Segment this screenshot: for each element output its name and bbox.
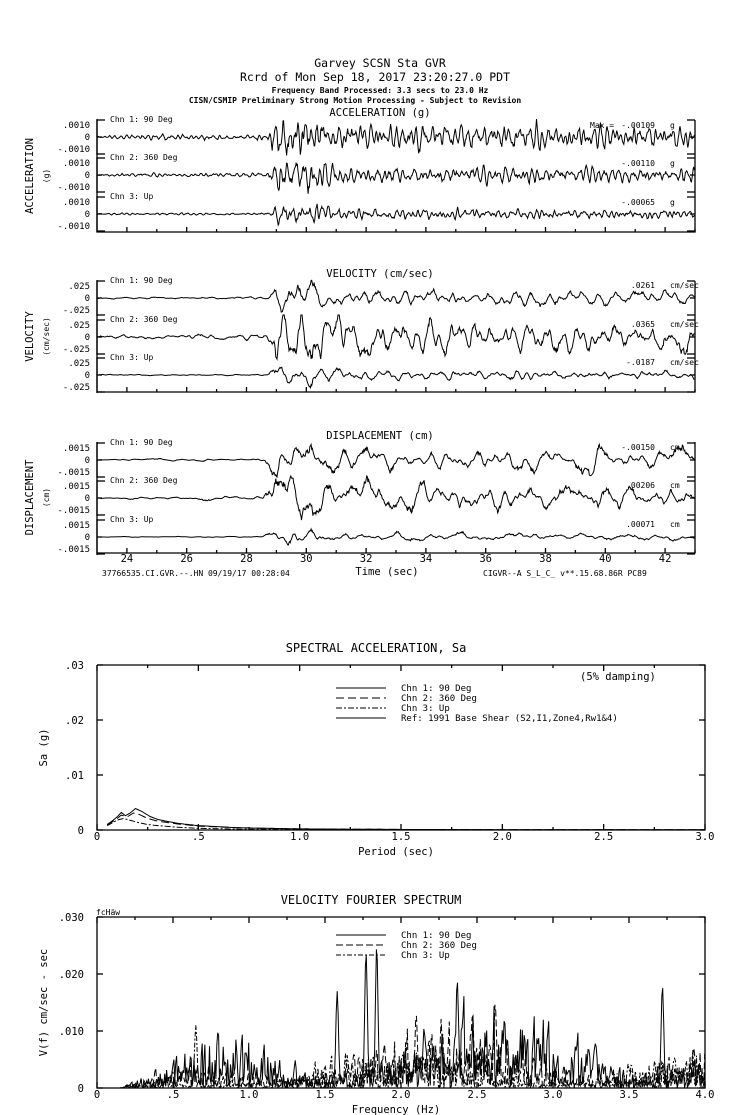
scale-label: .0010 xyxy=(62,159,90,169)
x-tick-label: 3.0 xyxy=(695,831,715,843)
y-tick-label: .010 xyxy=(58,1026,84,1038)
scale-label: -.0015 xyxy=(57,506,90,516)
waveform-trace xyxy=(97,529,694,545)
channel-1 xyxy=(63,276,699,316)
x-tick-label: 0 xyxy=(93,831,101,843)
legend-label: Ref: 1991 Base Shear (S2,I1,Zone4,Rw1&4) xyxy=(401,714,618,724)
scale-label: .0015 xyxy=(62,444,90,454)
time-tick-label: 34 xyxy=(419,553,433,565)
channel-label: Chn 2: 360 Deg xyxy=(110,315,178,324)
panel-title: ACCELERATION (g) xyxy=(329,107,431,119)
peak-unit: cm/sec xyxy=(670,281,699,290)
scale-label: 0 xyxy=(84,371,90,381)
x-axis-label: Period (sec) xyxy=(358,846,434,858)
waveform-trace xyxy=(97,163,694,194)
scale-label: -.025 xyxy=(62,383,90,393)
peak-value: -.00065 xyxy=(621,198,655,207)
peak-unit: cm xyxy=(670,481,680,490)
channel-label: Chn 3: Up xyxy=(110,353,154,362)
spectrum-series-1 xyxy=(107,809,705,830)
spectrum-series-2 xyxy=(107,813,705,830)
scale-label: .0010 xyxy=(62,121,90,131)
x-tick-label: 2.5 xyxy=(594,831,614,843)
peak-value: .00071 xyxy=(626,520,655,529)
x-axis-label: Frequency (Hz) xyxy=(351,1104,441,1115)
waveform-trace xyxy=(97,476,694,520)
time-tick-label: 32 xyxy=(359,553,373,565)
chart-layer xyxy=(24,107,714,1115)
scale-label: -.025 xyxy=(62,306,90,316)
peak-value: .0365 xyxy=(630,320,655,329)
channel-label: Chn 3: Up xyxy=(110,192,154,201)
channel-2 xyxy=(57,476,695,520)
legend-label: Chn 2: 360 Deg xyxy=(401,941,477,951)
legend-label: Chn 1: 90 Deg xyxy=(401,684,472,694)
footer-event-id: 37766535.CI.GVR.--.HN 09/19/17 00:28:04 xyxy=(102,569,290,578)
y-tick-label: .03 xyxy=(65,660,84,672)
x-tick-label: 3.0 xyxy=(543,1089,563,1101)
x-tick-label: 2.0 xyxy=(391,1089,411,1101)
scale-label: .0010 xyxy=(62,198,90,208)
channel-label: Chn 1: 90 Deg xyxy=(110,276,173,285)
x-tick-label: 1.5 xyxy=(391,831,411,843)
scale-label: 0 xyxy=(84,210,90,220)
x-tick-label: 0 xyxy=(93,1089,101,1101)
time-tick-label: 40 xyxy=(598,553,612,565)
time-tick-label: 28 xyxy=(240,553,253,565)
peak-value: -.00110 xyxy=(621,159,655,168)
scale-label: 0 xyxy=(84,171,90,181)
time-tick-label: 42 xyxy=(658,553,672,565)
channel-label: Chn 1: 90 Deg xyxy=(110,115,173,124)
panel-yunit: (g) xyxy=(42,168,51,184)
panel-title: VELOCITY (cm/sec) xyxy=(326,268,434,280)
scale-label: .0015 xyxy=(62,482,90,492)
scale-label: 0 xyxy=(84,456,90,466)
x-tick-label: 1.5 xyxy=(315,1089,335,1101)
scale-label: .025 xyxy=(68,359,90,369)
report-header xyxy=(189,56,522,105)
max-label: Max = xyxy=(590,121,615,130)
panel-ylabel: VELOCITY xyxy=(24,311,36,362)
legend-label: Chn 2: 360 Deg xyxy=(401,694,477,704)
y-tick-label: .01 xyxy=(65,770,84,782)
scale-label: -.0010 xyxy=(57,145,90,155)
scale-label: -.0010 xyxy=(57,183,90,193)
time-tick-label: 24 xyxy=(120,553,134,565)
channel-label: Chn 3: Up xyxy=(110,515,154,524)
station-title: Garvey SCSN Sta GVR xyxy=(314,56,446,70)
time-axis-label: Time (sec) xyxy=(355,566,419,578)
peak-unit: cm xyxy=(670,443,680,452)
y-tick-label: .030 xyxy=(58,912,84,924)
x-tick-label: .5 xyxy=(166,1089,180,1101)
x-tick-label: 4.0 xyxy=(695,1089,715,1101)
panel-frame xyxy=(97,442,695,553)
legend-label: Chn 1: 90 Deg xyxy=(401,931,472,941)
scale-label: .0015 xyxy=(62,521,90,531)
y-tick-label: 0 xyxy=(77,825,84,837)
peak-value: -.00109 xyxy=(621,121,655,130)
channel-1 xyxy=(57,438,695,478)
time-tick-label: 30 xyxy=(299,553,313,565)
scale-label: 0 xyxy=(84,133,90,143)
scale-label: 0 xyxy=(84,333,90,343)
peak-unit: cm xyxy=(670,520,680,529)
time-tick-label: 26 xyxy=(180,553,194,565)
scale-label: -.0015 xyxy=(57,468,90,478)
scale-label: .025 xyxy=(68,282,90,292)
damping-note: (5% damping) xyxy=(580,671,656,683)
scale-label: 0 xyxy=(84,494,90,504)
chart-title: SPECTRAL ACCELERATION, Sa xyxy=(285,641,467,655)
panel-displacement xyxy=(24,430,695,555)
legend-label: Chn 3: Up xyxy=(401,951,450,961)
peak-value: .00206 xyxy=(626,481,655,490)
waveform-trace xyxy=(97,367,694,387)
channel-label: Chn 2: 360 Deg xyxy=(110,476,178,485)
footer-station-code: CIGVR--A S_L_C_ v**.15.68.86R PC89 xyxy=(483,569,647,578)
x-tick-label: 1.0 xyxy=(239,1089,259,1101)
waveform-trace xyxy=(97,280,694,312)
panel-acceleration xyxy=(24,107,695,232)
channel-2 xyxy=(63,315,699,359)
y-tick-label: .02 xyxy=(65,715,84,727)
scale-label: -.0015 xyxy=(57,545,90,555)
channel-label: Chn 1: 90 Deg xyxy=(110,438,173,447)
peak-unit: cm/sec xyxy=(670,320,699,329)
corner-label: fcHäw xyxy=(96,908,121,917)
y-axis-label: V(f) cm/sec - sec xyxy=(38,948,50,1057)
peak-unit: g xyxy=(670,121,675,130)
panel-yunit: (cm) xyxy=(42,487,51,508)
channel-3 xyxy=(57,515,695,555)
panel-ylabel: ACCELERATION xyxy=(24,138,36,214)
channel-2 xyxy=(57,153,695,194)
channel-3 xyxy=(63,353,699,393)
scale-label: 0 xyxy=(84,294,90,304)
y-tick-label: 0 xyxy=(77,1083,84,1095)
x-tick-label: .5 xyxy=(192,831,205,843)
scale-label: 0 xyxy=(84,533,90,543)
peak-value: -.0187 xyxy=(626,358,655,367)
processing-note: CISN/CSMIP Preliminary Strong Motion Processing - Subject to Revision xyxy=(188,96,522,105)
x-tick-label: 3.5 xyxy=(619,1089,639,1101)
scale-label: -.025 xyxy=(62,345,90,355)
peak-value: -.00150 xyxy=(621,443,655,452)
scale-label: -.0010 xyxy=(57,222,90,232)
spectrum-series-3 xyxy=(107,819,705,830)
time-tick-label: 36 xyxy=(479,553,493,565)
y-tick-label: .020 xyxy=(58,969,84,981)
panel-title: DISPLACEMENT (cm) xyxy=(326,430,434,442)
peak-unit: g xyxy=(670,198,675,207)
panel-yunit: (cm/sec) xyxy=(42,317,51,356)
peak-unit: cm/sec xyxy=(670,358,699,367)
chart-title: VELOCITY FOURIER SPECTRUM xyxy=(280,893,462,907)
x-tick-label: 1.0 xyxy=(290,831,310,843)
panel-velocity xyxy=(24,268,699,393)
scale-label: .025 xyxy=(68,321,90,331)
x-tick-label: 2.5 xyxy=(467,1089,487,1101)
legend-label: Chn 3: Up xyxy=(401,704,450,714)
channel-3 xyxy=(57,192,695,232)
waveform-trace xyxy=(97,315,694,359)
time-tick-label: 38 xyxy=(539,553,552,565)
channel-1 xyxy=(57,115,695,156)
frequency-band: Frequency Band Processed: 3.3 secs to 23.0 Hz xyxy=(271,86,489,95)
fourier-spectrum-chart xyxy=(38,893,714,1115)
y-axis-label: Sa (g) xyxy=(38,728,50,767)
waveform-trace xyxy=(97,204,694,225)
waveform-trace xyxy=(97,444,694,477)
panel-ylabel: DISPLACEMENT xyxy=(24,459,36,536)
x-tick-label: 2.0 xyxy=(492,831,512,843)
channel-label: Chn 2: 360 Deg xyxy=(110,153,178,162)
peak-unit: g xyxy=(670,159,675,168)
record-time: Rcrd of Mon Sep 18, 2017 23:20:27.0 PDT xyxy=(239,70,511,84)
peak-value: .0261 xyxy=(630,281,655,290)
